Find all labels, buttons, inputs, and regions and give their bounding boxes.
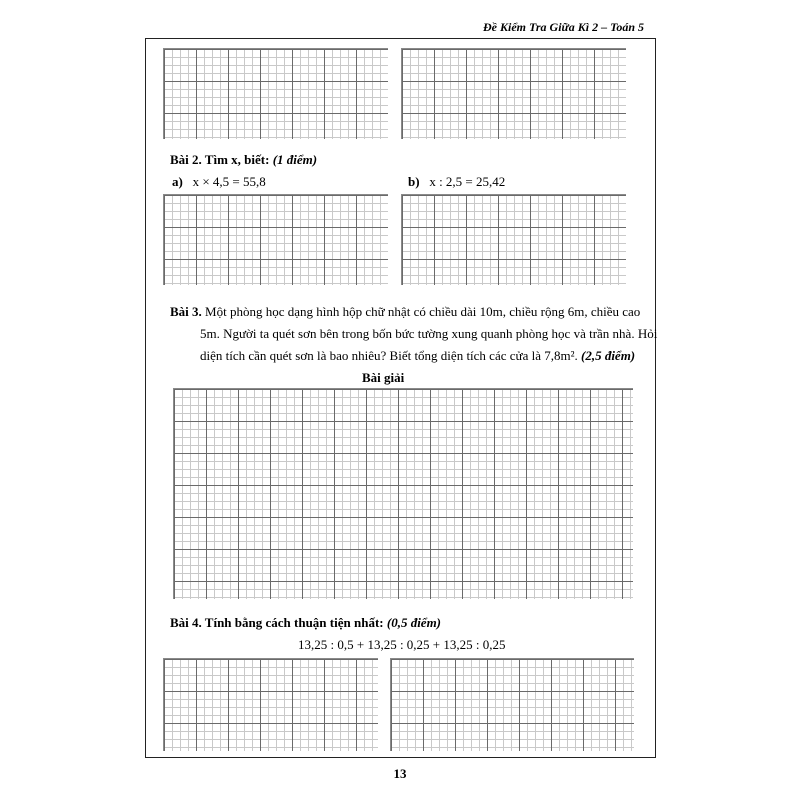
bai4-expression: 13,25 : 0,5 + 13,25 : 0,25 + 13,25 : 0,25	[298, 637, 506, 652]
bai2-points: (1 điểm)	[272, 152, 318, 167]
bai3-points: (2,5 điểm)	[580, 348, 636, 363]
bai2-title: Bài 2. Tìm x, biết:	[170, 152, 270, 167]
bai4-points: (0,5 điểm)	[386, 615, 442, 630]
bai2-b-expression: x : 2,5 = 25,42	[429, 174, 506, 189]
answer-grid-top-right	[401, 48, 626, 139]
answer-grid-bai2-a	[163, 194, 388, 285]
bai2-part-b	[408, 174, 505, 190]
bai3-text-line1: Một phòng học dạng hình hộp chữ nhật có chiều dài 10m, chiều rộng 6m, chiều cao	[205, 304, 641, 319]
answer-grid-bai2-b	[401, 194, 626, 285]
page-number: 13	[393, 766, 407, 781]
bai2-part-a	[172, 174, 266, 190]
bai3-line2: 5m. Người ta quét sơn bên trong bốn bức tường xung quanh phòng học và trần nhà. Hỏi	[200, 326, 658, 341]
answer-grid-bai3	[173, 388, 633, 599]
bai3-title: Bài 3.	[170, 304, 202, 319]
bai3-line3	[200, 348, 635, 364]
answer-grid-bai4-left	[163, 658, 378, 751]
answer-grid-top-left	[163, 48, 388, 139]
bai4-heading	[170, 615, 441, 631]
answer-grid-bai4-right	[390, 658, 634, 751]
bai2-heading	[170, 152, 317, 168]
bai3-text-line3: diện tích cần quét sơn là bao nhiêu? Biết tổng diện tích các cửa là 7,8m².	[200, 348, 578, 363]
bai2-a-expression: x × 4,5 = 55,8	[192, 174, 266, 189]
page-header: Đề Kiểm Tra Giữa Kì 2 – Toán 5	[483, 20, 644, 34]
bai2-a-label: a)	[172, 174, 183, 189]
bai3-solution-title: Bài giải	[362, 370, 405, 385]
bai2-b-label: b)	[408, 174, 420, 189]
bai4-title: Bài 4. Tính bằng cách thuận tiện nhất:	[170, 615, 384, 630]
bai3-line1	[170, 304, 640, 320]
